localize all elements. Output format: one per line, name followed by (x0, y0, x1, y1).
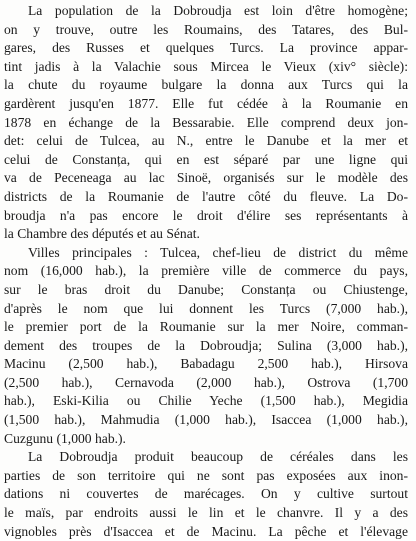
text-line: sur le bras droit du Danube; Constanța ou Chiustenge, (4, 281, 408, 297)
text-line: va de Peceneaga au lac Sinoë, organisés sur le modèle des (4, 170, 408, 186)
text-line: la Chambre des députés et au Sénat. (4, 226, 200, 242)
text-line: Cuzgunu (1,000 hab.). (4, 430, 126, 446)
text-line: La population de la Dobroudja est loin d'être homogène; (28, 3, 408, 18)
text-line: 1878 en échange de la Bessarabie. Elle comprend deux jon- (4, 114, 408, 130)
text-line: la chute du royaume bulgare la donna aux Turcs qui la (4, 77, 408, 93)
paragraph-cereales (4, 448, 408, 539)
text-line: districts de la Roumanie de l'autre côté du fleuve. La Do- (4, 188, 408, 204)
text-line: (1,500 hab.), Mahmudia (1,000 hab.), Isaccea (1,000 hab.), (4, 412, 408, 428)
text-line: celui de Constanța, qui en est séparé par une ligne qui (4, 151, 408, 167)
text-line: gares, des Russes et quelques Turcs. La province appar- (4, 40, 408, 56)
paragraph-villes-principales (4, 244, 408, 449)
text-line: (2,500 hab.), Cernavoda (2,000 hab.), Ostrova (1,700 (4, 374, 408, 390)
text-line: tint jadis à la Valachie sous Mircea le Vieux (xiv° siècle): (4, 58, 408, 74)
text-line: broudja n'a pas encore le droit d'élire ses représentants à (4, 207, 408, 223)
text-line: vignobles près d'Isaccea et de Macinu. La pêche et l'élevage (4, 523, 408, 539)
text-line: Macinu (2,500 hab.), Babadagu 2,500 hab.), Hirsova (4, 356, 408, 372)
text-line: Villes principales : Tulcea, chef-lieu de district du même (28, 244, 408, 260)
text-line: hab.), Eski-Kilia ou Chilie Yeche (1,500 hab.), Megidia (4, 393, 408, 409)
text-line: le maïs, par endroits aussi le lin et le chanvre. Il y a des (4, 505, 408, 521)
text-line: gardèrent jusqu'en 1877. Elle fut cédée à la Roumanie en (4, 95, 408, 111)
text-line: dement des troupes de la Dobroudja; Sulina (3,000 hab.), (4, 337, 408, 353)
text-line: nom (16,000 hab.), la première ville de commerce du pays, (4, 263, 408, 279)
text-line: dations ni couvertes de marécages. On y cultive surtout (4, 486, 408, 502)
paragraph-population (4, 2, 408, 244)
page-text (4, 2, 408, 537)
text-line: on y trouve, outre les Roumains, des Tatares, des Bul- (4, 21, 408, 37)
text-line: le premier port de la Roumanie sur la mer Noire, comman- (4, 319, 408, 335)
text-line: det: celui de Tulcea, au N., entre le Danube et la mer et (4, 133, 408, 149)
text-line: parties de son territoire qui ne sont pas exposées aux inon- (4, 467, 408, 483)
text-line: d'après le nom que lui donnent les Turcs (7,000 hab.), (4, 300, 408, 316)
text-line: La Dobroudja produit beaucoup de céréales dans les (28, 449, 408, 465)
